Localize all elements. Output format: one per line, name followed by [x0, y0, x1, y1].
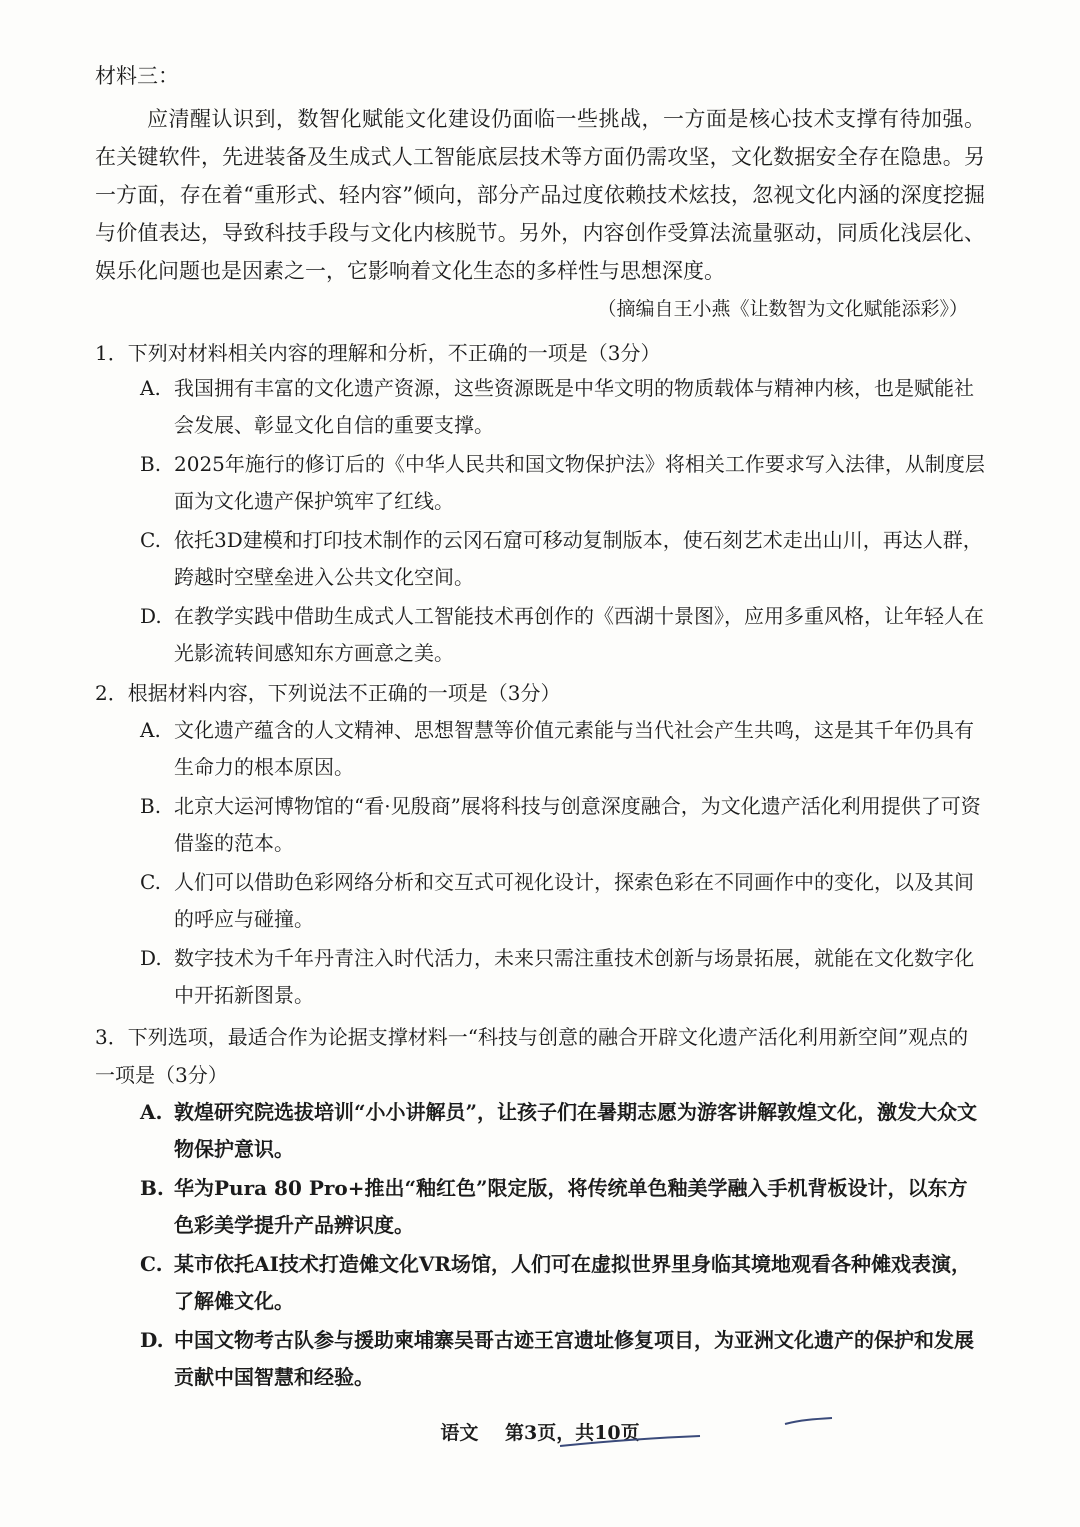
- option-letter: C.: [140, 870, 161, 894]
- footer-subject: 语文: [440, 1422, 479, 1444]
- scribble-stroke-2: [785, 1418, 832, 1424]
- option-text: 依托3D建模和打印技术制作的云冈石窟可移动复制版本，使石刻艺术走出山川，再达人群，跨越时空壁垒进入公共文化空间。: [174, 528, 983, 589]
- option-letter: A.: [140, 376, 161, 400]
- option-letter: A.: [140, 718, 161, 742]
- option-text: 中国文物考古队参与援助柬埔寨吴哥古迹王宫遗址修复项目，为亚洲文化遗产的保护和发展贡献中国智慧和经验。: [174, 1328, 974, 1389]
- option-text: 敦煌研究院选拔培训“小小讲解员”，让孩子们在暑期志愿为游客讲解敦煌文化，激发大众文物保护意识。: [174, 1100, 978, 1161]
- question-3-stem: 3．下列选项，最适合作为论据支撑材料一“科技与创意的融合开辟文化遗产活化利用新空间”观点的一项是（3分）: [95, 1025, 969, 1087]
- source-citation: （摘编自王小燕《让数智为文化赋能添彩》）: [597, 298, 968, 320]
- question-1-stem: 1．下列对材料相关内容的理解和分析，不正确的一项是（3分）: [95, 341, 661, 365]
- option-text: 在教学实践中借助生成式人工智能技术再创作的《西湖十景图》，应用多重风格，让年轻人在光影流转间感知东方画意之美。: [174, 604, 984, 665]
- option-text: 北京大运河博物馆的“看·见殷商”展将科技与创意深度融合，为文化遗产活化利用提供了可资借鉴的范本。: [174, 794, 981, 855]
- option-letter: D.: [140, 604, 162, 628]
- material-paragraph: 应清醒认识到，数智化赋能文化建设仍面临一些挑战，一方面是核心技术支撑有待加强。在关键软件，先进装备及生成式人工智能底层技术等方面仍需攻坚，文化数据安全存在隐患。另一方面，存在着“重形式、轻内容”倾向，部分产品过度依赖技术炫技，忽视文化内涵的深度挖掘与价值表达，导致科技手段与文化内核脱节。另外，内容创作受算法流量驱动，同质化浅层化、娱乐化问题也是因素之一，它影响着文化生态的多样性与思想深度。: [95, 107, 985, 283]
- option-text: 2025年施行的修订后的《中华人民共和国文物保护法》将相关工作要求写入法律，从制度层面为文化遗产保护筑牢了红线。: [174, 452, 985, 513]
- option-text: 文化遗产蕴含的人文精神、思想智慧等价值元素能与当代社会产生共鸣，这是其千年仍具有生命力的根本原因。: [174, 718, 974, 779]
- option-letter: C.: [140, 528, 161, 552]
- scribble-stroke-1: [560, 1436, 700, 1446]
- option-text: 人们可以借助色彩网络分析和交互式可视化设计，探索色彩在不同画作中的变化，以及其间的呼应与碰撞。: [174, 870, 974, 931]
- option-text: 数字技术为千年丹青注入时代活力，未来只需注重技术创新与场景拓展，就能在文化数字化中开拓新图景。: [174, 946, 974, 1007]
- option-letter: C.: [140, 1252, 163, 1276]
- option-letter: D.: [140, 946, 162, 970]
- footer-page-info: 第3页，共10页: [504, 1422, 640, 1444]
- option-text: 某市依托AI技术打造傩文化VR场馆，人们可在虚拟世界里身临其境地观看各种傩戏表演，了解傩文化。: [174, 1252, 972, 1313]
- option-text: 华为Pura 80 Pro+推出“釉红色”限定版，将传统单色釉美学融入手机背板设计，以东方色彩美学提升产品辨识度。: [174, 1176, 968, 1237]
- option-letter: B.: [140, 1176, 164, 1200]
- option-text: 我国拥有丰富的文化遗产资源，这些资源既是中华文明的物质载体与精神内核，也是赋能社会发展、彰显文化自信的重要支撑。: [174, 376, 974, 437]
- question-2-stem: 2．根据材料内容，下列说法不正确的一项是（3分）: [95, 681, 561, 705]
- option-letter: D.: [140, 1328, 164, 1352]
- option-letter: B.: [140, 452, 162, 476]
- material-heading: 材料三：: [95, 64, 179, 88]
- option-letter: A.: [140, 1100, 163, 1124]
- option-letter: B.: [140, 794, 162, 818]
